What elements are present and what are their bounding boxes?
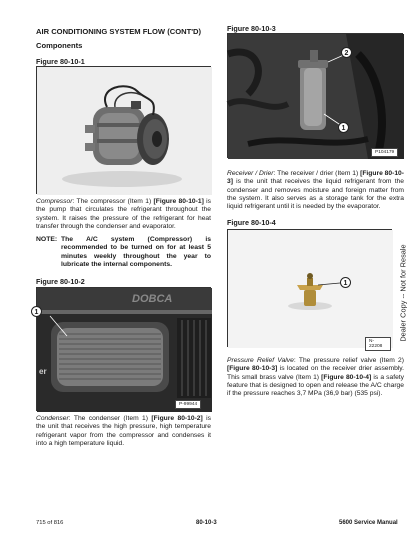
note-block	[36, 236, 211, 270]
note-text: The A/C system (Compressor) is recommended to be turned on for at least 5 minutes weekly throughout the year to lubricate the internal components.	[61, 236, 211, 269]
condenser-description: Condenser: The condenser (Item 1) [Figure 80-10-2] is the unit that receives the high pressure, high temperature refrigerant vapor from the compressor and condenses it into a high temperature liquid.	[36, 415, 211, 447]
condenser-term: Condenser	[36, 415, 69, 422]
note-label: NOTE:	[36, 236, 58, 243]
receiver-drier-description: Receiver / Drier: The receiver / drier (Item 1) [Figure 80-10-3] is the unit that receives the liquid refrigerant from the condenser and removes moisture and foreign matter from the system. It also serves as a storage tank for the extra liquid refrigerant until it is needed by the evaporator.	[227, 170, 404, 211]
figure-reference-80-10-3[interactable]: [Figure 80-10-3]	[227, 365, 278, 373]
receiver-drier-term: Receiver / Drier	[227, 170, 274, 177]
footer-manual-title: 5600 Service Manual	[339, 520, 398, 526]
figure-reference-80-10-4[interactable]: [Figure 80-10-4]	[321, 373, 372, 381]
photo-code: P-99944	[175, 400, 201, 409]
footer-page-of: 715 of 816	[36, 520, 64, 526]
relief-valve-photo	[227, 229, 392, 347]
compressor-term: Compressor	[36, 198, 73, 205]
photo-code: N-22208	[365, 337, 391, 351]
photo-code: P104179	[371, 148, 398, 157]
subsection-title: Components	[36, 41, 83, 50]
callout-1: 1	[31, 306, 42, 317]
figure-reference-80-10-3[interactable]: [Figure 80-10-3]	[227, 170, 404, 186]
figure-label-80-10-3: Figure 80-10-3	[227, 24, 276, 33]
condenser-photo	[36, 287, 211, 411]
svg-text:er: er	[39, 367, 47, 376]
callout-1: 1	[340, 277, 351, 288]
pressure-relief-valve-term: Pressure Relief Valve	[227, 357, 294, 364]
figure-reference-80-10-2[interactable]: [Figure 80-10-2]	[151, 415, 203, 422]
footer-page-number: 80-10-3	[196, 520, 217, 526]
compressor-photo	[36, 66, 211, 194]
figure-label-80-10-2: Figure 80-10-2	[36, 277, 85, 286]
section-title: AIR CONDITIONING SYSTEM FLOW (CONT'D)	[36, 27, 202, 36]
callout-1: 1	[338, 122, 349, 133]
figure-label-80-10-1: Figure 80-10-1	[36, 57, 85, 66]
pressure-relief-valve-description: Pressure Relief Valve: The pressure relief valve (Item 2) [Figure 80-10-3] is located on the receiver drier assembly. This small brass valve (Item 1) [Figure 80-10-4] is a safety feature that is designed to open and release the A/C charge if the pressure reaches 3,7 MPa (36,9 bar) (535 psi).	[227, 357, 405, 398]
dealer-copy-watermark: Dealer Copy -- Not for Resale	[398, 244, 408, 342]
figure-label-80-10-4: Figure 80-10-4	[227, 218, 276, 227]
compressor-description: Compressor: The compressor (Item 1) [Figure 80-10-1] is the pump that circulates the refrigerant throughout the system. It raises the pressure of the refrigerant for heat transfer through the condenser and evaporator.	[36, 198, 212, 230]
svg-text:DOBCA: DOBCA	[132, 293, 173, 305]
callout-2: 2	[341, 47, 352, 58]
receiver-drier-photo	[227, 33, 403, 158]
figure-reference-80-10-1[interactable]: [Figure 80-10-1]	[153, 198, 204, 205]
